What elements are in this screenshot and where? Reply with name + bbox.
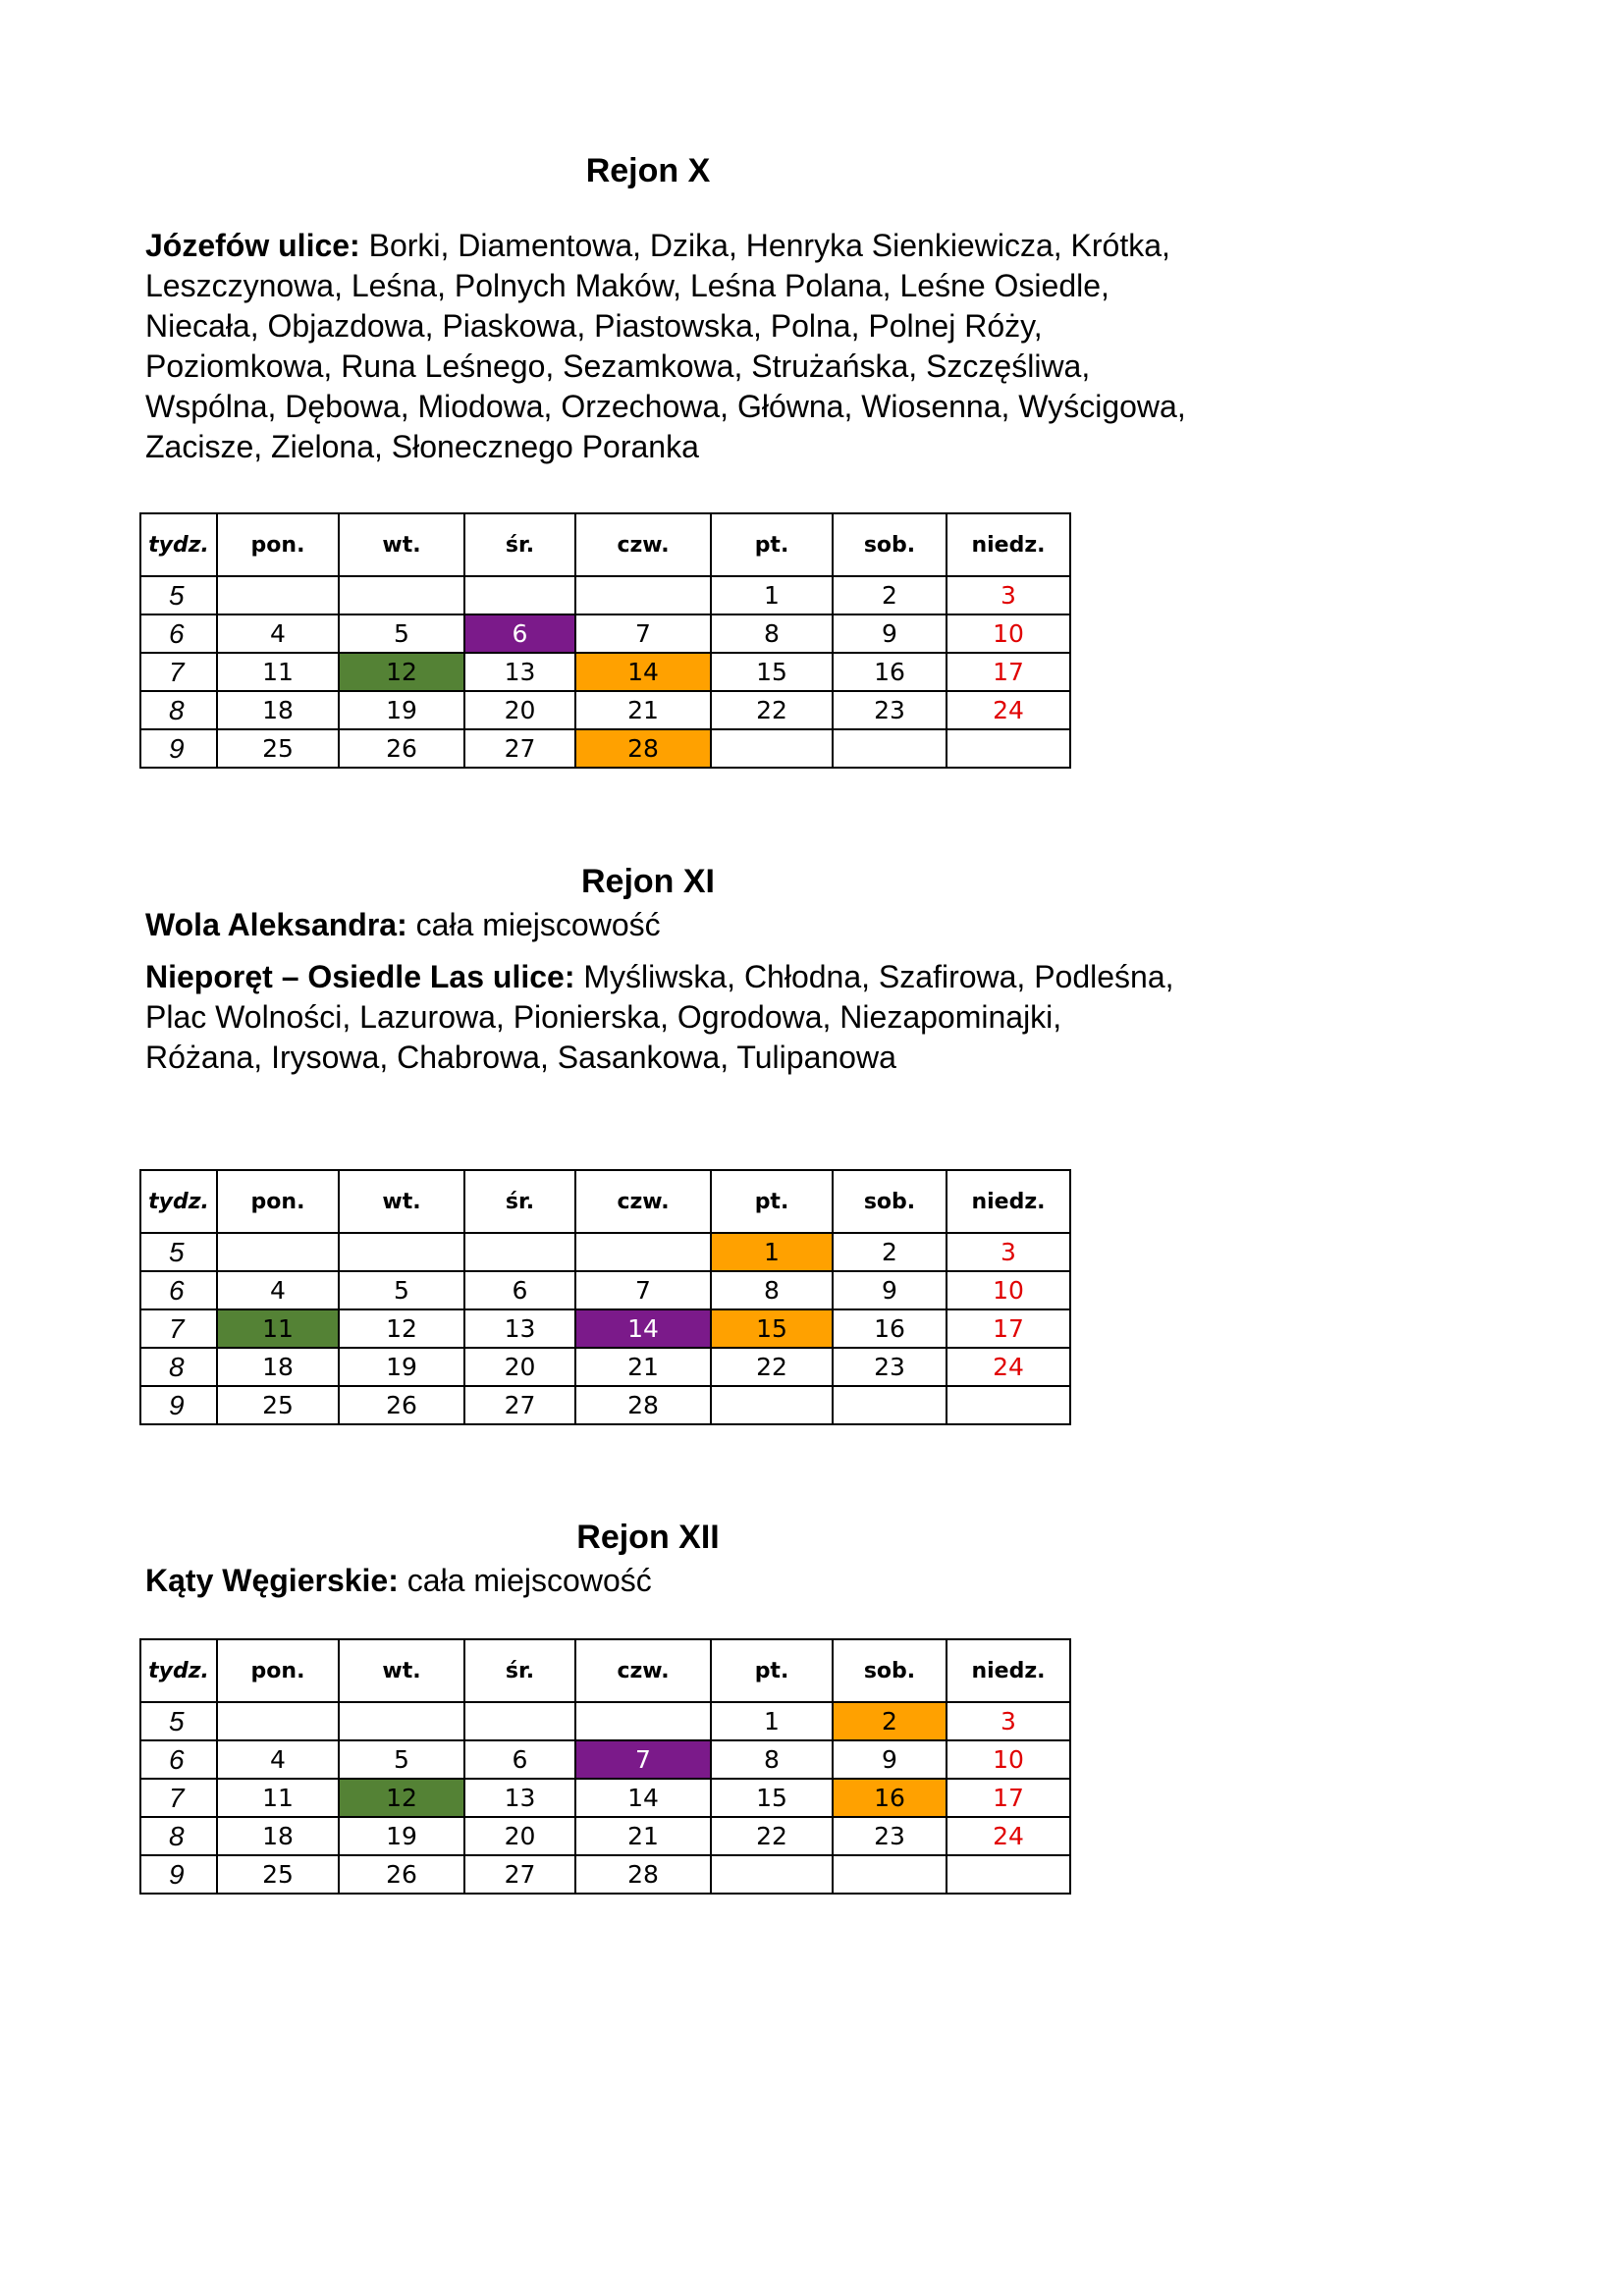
schedule-table [139,512,1071,769]
day-cell: 13 [464,653,575,691]
street-list [145,226,1186,467]
day-cell: 28 [575,1386,711,1424]
week-number: 6 [140,614,217,653]
column-header: pt. [711,513,833,576]
day-cell: 1 [711,1702,833,1740]
day-cell: 13 [464,1779,575,1817]
day-cell: 25 [217,1855,339,1894]
street-list-text: Myśliwska, Chłodna, Szafirowa, Podleśna, Plac Wolności, Lazurowa, Pionierska, Ogrodowa, Niezapominajki, Różana, Irysowa, Chabrowa, Sasankowa, Tulipanowa [145,959,1174,1075]
day-cell: 1 [711,1233,833,1271]
column-header: niedz. [947,1639,1070,1702]
day-cell: 6 [464,1271,575,1309]
empty-cell [575,576,711,614]
column-header: czw. [575,1170,711,1233]
column-header: tydz. [140,1639,217,1702]
week-number: 9 [140,729,217,768]
locality-label: Kąty Węgierskie: [145,1563,399,1598]
table-row [140,653,1070,691]
day-cell: 17 [947,1779,1070,1817]
day-cell: 17 [947,653,1070,691]
column-header: śr. [464,1639,575,1702]
table-row [140,729,1070,768]
column-header: sob. [833,1170,947,1233]
day-cell: 16 [833,1309,947,1348]
column-header: tydz. [140,513,217,576]
day-cell: 23 [833,1817,947,1855]
column-header: czw. [575,513,711,576]
day-cell: 25 [217,1386,339,1424]
day-cell: 12 [339,1779,464,1817]
empty-cell [575,1702,711,1740]
day-cell: 1 [711,576,833,614]
week-number: 9 [140,1386,217,1424]
column-header: niedz. [947,513,1070,576]
day-cell: 23 [833,691,947,729]
day-cell: 5 [339,1271,464,1309]
empty-cell [217,1702,339,1740]
day-cell: 23 [833,1348,947,1386]
table-row [140,1309,1070,1348]
empty-cell [711,1386,833,1424]
street-list-text: Borki, Diamentowa, Dzika, Henryka Sienkiewicza, Krótka, Leszczynowa, Leśna, Polnych Maków, Leśna Polana, Leśne Osiedle, Niecała, Objazdowa, Piaskowa, Piastowska, Polna, Polnej Róży, Poziomkowa, Runa Leśnego, Sezamkowa, Strużańska, Szczęśliwa, Wspólna, Dębowa, Miodowa, Orzechowa, Główna, Wiosenna, Wyścigowa, Zacisze, Zielona, Słonecznego Poranka [145,228,1186,464]
day-cell: 7 [575,1271,711,1309]
empty-cell [947,729,1070,768]
day-cell: 26 [339,729,464,768]
day-cell: 4 [217,1271,339,1309]
day-cell: 12 [339,653,464,691]
day-cell: 26 [339,1855,464,1894]
column-header: pt. [711,1170,833,1233]
week-number: 7 [140,653,217,691]
day-cell: 24 [947,1348,1070,1386]
table-row [140,576,1070,614]
week-number: 8 [140,1348,217,1386]
day-cell: 8 [711,1271,833,1309]
day-cell: 13 [464,1309,575,1348]
column-header: sob. [833,513,947,576]
week-number: 7 [140,1309,217,1348]
day-cell: 18 [217,1817,339,1855]
day-cell: 15 [711,653,833,691]
empty-cell [833,729,947,768]
empty-cell [833,1386,947,1424]
table-row [140,1233,1070,1271]
region-title: Rejon X [585,152,711,189]
header-row [140,1639,1070,1702]
column-header: tydz. [140,1170,217,1233]
day-cell: 18 [217,691,339,729]
day-cell: 22 [711,1348,833,1386]
week-number: 5 [140,1702,217,1740]
table-row [140,1779,1070,1817]
day-cell: 21 [575,691,711,729]
day-cell: 19 [339,691,464,729]
day-cell: 2 [833,576,947,614]
empty-cell [217,1233,339,1271]
day-cell: 9 [833,1271,947,1309]
day-cell: 18 [217,1348,339,1386]
day-cell: 10 [947,1740,1070,1779]
header-row [140,513,1070,576]
week-number: 6 [140,1271,217,1309]
day-cell: 9 [833,1740,947,1779]
day-cell: 20 [464,1348,575,1386]
locality-line [145,905,1186,945]
day-cell: 8 [711,614,833,653]
day-cell: 3 [947,576,1070,614]
day-cell: 4 [217,614,339,653]
day-cell: 21 [575,1348,711,1386]
day-cell: 7 [575,1740,711,1779]
day-cell: 12 [339,1309,464,1348]
day-cell: 24 [947,1817,1070,1855]
day-cell: 10 [947,1271,1070,1309]
day-cell: 15 [711,1309,833,1348]
table-row [140,1855,1070,1894]
day-cell: 6 [464,1740,575,1779]
day-cell: 2 [833,1233,947,1271]
week-number: 6 [140,1740,217,1779]
day-cell: 16 [833,1779,947,1817]
empty-cell [947,1855,1070,1894]
table-row [140,1348,1070,1386]
empty-cell [575,1233,711,1271]
empty-cell [464,576,575,614]
table-row [140,1817,1070,1855]
week-number: 7 [140,1779,217,1817]
empty-cell [339,1233,464,1271]
table-row [140,1702,1070,1740]
day-cell: 20 [464,1817,575,1855]
locality-label: Wola Aleksandra: [145,907,407,942]
column-header: wt. [339,513,464,576]
day-cell: 24 [947,691,1070,729]
day-cell: 19 [339,1348,464,1386]
day-cell: 5 [339,1740,464,1779]
day-cell: 19 [339,1817,464,1855]
day-cell: 11 [217,1309,339,1348]
day-cell: 28 [575,1855,711,1894]
day-cell: 14 [575,1779,711,1817]
week-number: 5 [140,1233,217,1271]
table-row [140,614,1070,653]
day-cell: 17 [947,1309,1070,1348]
table-row [140,1740,1070,1779]
week-number: 9 [140,1855,217,1894]
day-cell: 11 [217,1779,339,1817]
region-title: Rejon XII [576,1519,720,1556]
day-cell: 10 [947,614,1070,653]
column-header: pon. [217,513,339,576]
day-cell: 4 [217,1740,339,1779]
schedule-table [139,1638,1071,1895]
week-number: 5 [140,576,217,614]
day-cell: 27 [464,729,575,768]
day-cell: 27 [464,1855,575,1894]
street-list-label: Józefów ulice: [145,228,360,263]
column-header: śr. [464,1170,575,1233]
street-list [145,957,1186,1078]
day-cell: 2 [833,1702,947,1740]
week-number: 8 [140,691,217,729]
column-header: sob. [833,1639,947,1702]
day-cell: 3 [947,1233,1070,1271]
day-cell: 20 [464,691,575,729]
column-header: pon. [217,1170,339,1233]
table-row [140,1271,1070,1309]
day-cell: 11 [217,653,339,691]
day-cell: 28 [575,729,711,768]
street-list-label: Nieporęt – Osiedle Las ulice: [145,959,575,994]
week-number: 8 [140,1817,217,1855]
column-header: niedz. [947,1170,1070,1233]
empty-cell [217,576,339,614]
day-cell: 8 [711,1740,833,1779]
empty-cell [947,1386,1070,1424]
column-header: wt. [339,1639,464,1702]
locality-text: cała miejscowość [406,907,661,942]
day-cell: 14 [575,1309,711,1348]
locality-text: cała miejscowość [398,1563,652,1598]
table-row [140,1386,1070,1424]
table-row [140,691,1070,729]
column-header: śr. [464,513,575,576]
schedule-table [139,1169,1071,1425]
empty-cell [833,1855,947,1894]
column-header: czw. [575,1639,711,1702]
day-cell: 22 [711,691,833,729]
empty-cell [464,1702,575,1740]
day-cell: 15 [711,1779,833,1817]
column-header: pt. [711,1639,833,1702]
empty-cell [711,1855,833,1894]
column-header: pon. [217,1639,339,1702]
day-cell: 3 [947,1702,1070,1740]
day-cell: 22 [711,1817,833,1855]
locality-line [145,1561,1186,1601]
day-cell: 16 [833,653,947,691]
empty-cell [339,576,464,614]
day-cell: 5 [339,614,464,653]
region-title: Rejon XI [580,863,716,900]
column-header: wt. [339,1170,464,1233]
empty-cell [711,729,833,768]
empty-cell [339,1702,464,1740]
day-cell: 14 [575,653,711,691]
day-cell: 25 [217,729,339,768]
day-cell: 9 [833,614,947,653]
day-cell: 21 [575,1817,711,1855]
header-row [140,1170,1070,1233]
day-cell: 26 [339,1386,464,1424]
day-cell: 27 [464,1386,575,1424]
empty-cell [464,1233,575,1271]
day-cell: 6 [464,614,575,653]
day-cell: 7 [575,614,711,653]
